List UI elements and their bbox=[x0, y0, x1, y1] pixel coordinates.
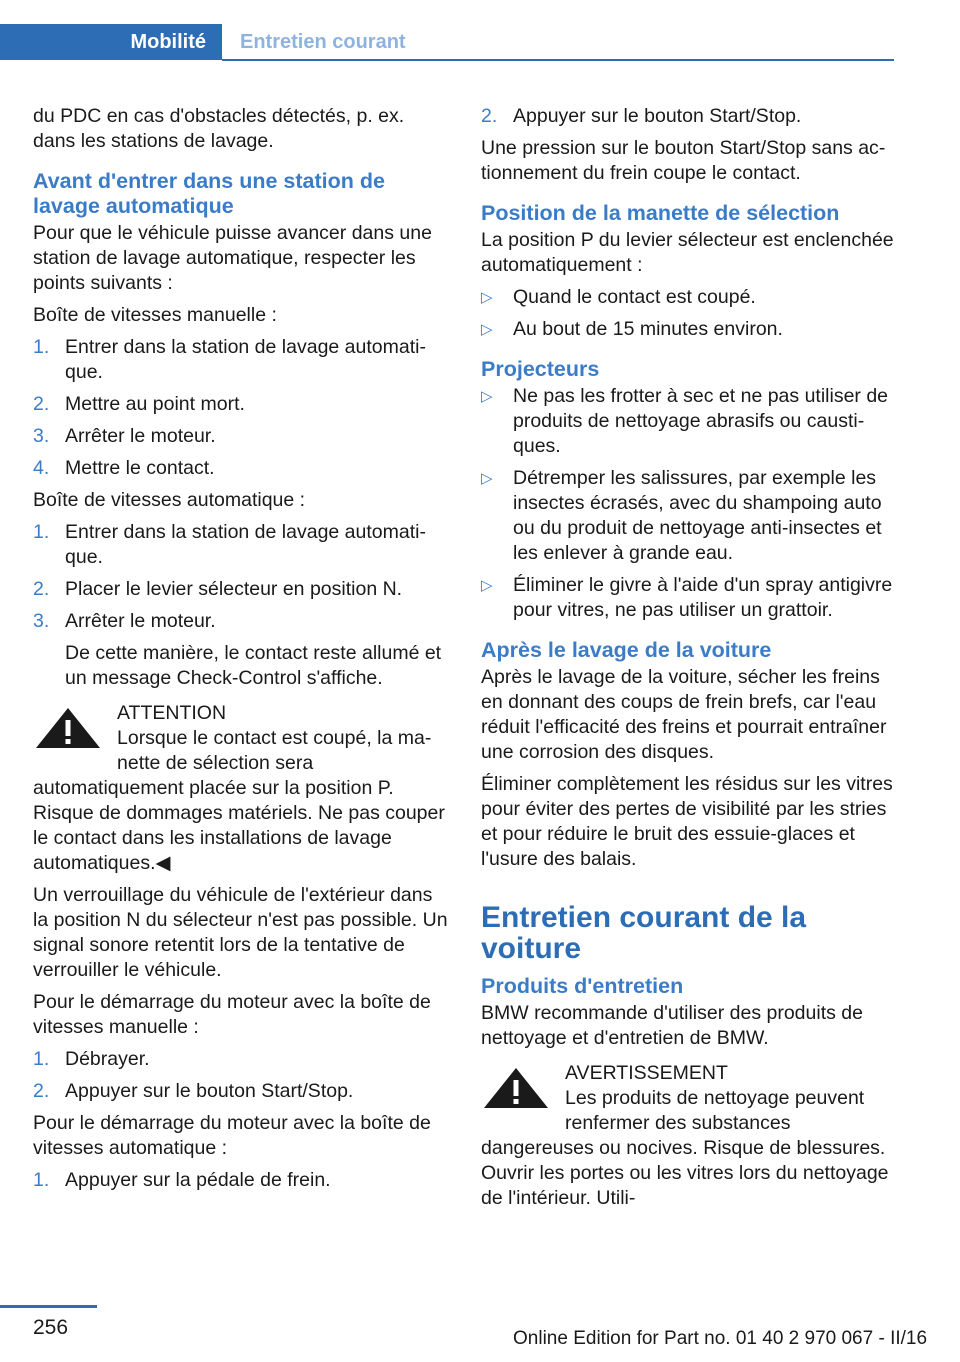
bullet-text: Quand le contact est coupé. bbox=[513, 286, 756, 308]
triangle-bullet-icon: ▷ bbox=[481, 388, 493, 405]
edition-line: Online Edition for Part no. 01 40 2 970 067 - II/16 bbox=[513, 1328, 928, 1349]
list-item bbox=[33, 392, 448, 417]
warning-box bbox=[481, 1061, 896, 1211]
after-wash-paragraph-1: Après le lavage de la voiture, sécher les freins en donnant des coups de frein brefs, car l'eau réduit l'efficacité des freins et pourrait entraîner une corrosion des disques. bbox=[481, 666, 887, 763]
attention-box bbox=[33, 701, 448, 876]
start-manual-label: Pour le démarrage du moteur avec la boîte de vitesses manuelle : bbox=[33, 991, 431, 1038]
step-number: 4. bbox=[33, 457, 50, 479]
step-text: Appuyer sur la pédale de frein. bbox=[65, 1169, 331, 1191]
step-number: 2. bbox=[33, 1080, 50, 1102]
step-number: 2. bbox=[33, 393, 50, 415]
list-item bbox=[481, 384, 896, 459]
step-number: 1. bbox=[33, 1048, 50, 1070]
step-note: De cette manière, le contact reste allumé et un message Check-Control s'affiche. bbox=[65, 642, 442, 689]
chapter-tab: Entretien courant bbox=[240, 31, 406, 53]
step-text: Mettre au point mort. bbox=[65, 393, 245, 415]
list-item bbox=[33, 577, 448, 602]
heading-car-wash: Avant d'entrer dans une station de lavage automatique bbox=[33, 169, 385, 218]
bullet-text: Au bout de 15 minutes environ. bbox=[513, 318, 783, 340]
step-text: Entrer dans la station de lavage automatique. bbox=[65, 336, 426, 383]
header-rule bbox=[222, 59, 894, 61]
list-item bbox=[33, 609, 448, 691]
attention-title: ATTENTION bbox=[117, 702, 227, 724]
list-item bbox=[33, 1047, 448, 1072]
list-item bbox=[33, 424, 448, 449]
list-item bbox=[33, 520, 448, 570]
right-column bbox=[481, 104, 896, 1218]
manual-label: Boîte de vitesses manuelle : bbox=[33, 304, 277, 326]
list-item bbox=[33, 1168, 448, 1193]
left-column bbox=[33, 104, 448, 1200]
list-item bbox=[481, 573, 896, 623]
list-item bbox=[481, 104, 896, 129]
chapter-title: Entretien courant de la voiture bbox=[481, 901, 807, 965]
start-auto-label: Pour le démarrage du moteur avec la boîte de vitesses automatique : bbox=[33, 1112, 431, 1159]
step-text: Mettre le contact. bbox=[65, 457, 215, 479]
step-text: Appuyer sur le bouton Start/Stop. bbox=[513, 105, 802, 127]
start-auto-list bbox=[33, 1168, 448, 1193]
intro-paragraph: du PDC en cas d'obstacles détectés, p. ex. dans les stations de lavage. bbox=[33, 105, 405, 152]
step-number: 1. bbox=[33, 336, 50, 358]
step-number: 3. bbox=[33, 610, 50, 632]
lock-paragraph: Un verrouillage du véhicule de l'extérieur dans la position N du sélecteur n'est pas possible. Un signal sonore retentit lors de la tentative de verrouiller le véhicule. bbox=[33, 884, 448, 981]
attention-text: Lorsque le contact est coupé, la manette de sélection sera automatiquement placée sur la position P. Risque de dommages matériels. Ne pas couper le contact dans les installations de lavage automatiques.◀ bbox=[33, 727, 445, 874]
step-number: 1. bbox=[33, 521, 50, 543]
list-item bbox=[481, 285, 896, 310]
page-header bbox=[0, 24, 894, 62]
list-item bbox=[33, 335, 448, 385]
section-tab: Mobilité bbox=[0, 24, 222, 60]
heading-headlights: Projecteurs bbox=[481, 357, 600, 381]
start-manual-list bbox=[33, 1047, 448, 1104]
heading-selector: Position de la manette de sélection bbox=[481, 201, 840, 225]
auto-steps-list bbox=[33, 520, 448, 691]
car-wash-intro: Pour que le véhicule puisse avancer dans une station de lavage automatique, respecter les points suivants : bbox=[33, 222, 432, 294]
step-text: Arrêter le moteur. bbox=[65, 610, 216, 632]
warning-text: Les produits de nettoyage peuvent renfermer des substances dangereuses ou nocives. Risque de blessures. Ouvrir les portes ou les vitres lors du nettoyage de l'intérieur. Utili- bbox=[481, 1087, 889, 1209]
warning-triangle-icon bbox=[33, 705, 103, 751]
bullet-text: Ne pas les frotter à sec et ne pas utiliser de produits de nettoyage abrasifs ou caustiques. bbox=[513, 385, 889, 457]
step-text: Arrêter le moteur. bbox=[65, 425, 216, 447]
list-item bbox=[481, 317, 896, 342]
step-number: 2. bbox=[481, 105, 498, 127]
triangle-bullet-icon: ▷ bbox=[481, 321, 493, 338]
auto-label: Boîte de vitesses automatique : bbox=[33, 489, 306, 511]
step-number: 3. bbox=[33, 425, 50, 447]
bullet-text: Éliminer le givre à l'aide d'un spray antigivre pour vitres, ne pas utiliser un grattoir. bbox=[513, 574, 893, 621]
step-text: Appuyer sur le bouton Start/Stop. bbox=[65, 1080, 354, 1102]
list-item bbox=[481, 466, 896, 566]
products-intro: BMW recommande d'utiliser des produits de nettoyage et d'entretien de BMW. bbox=[481, 1002, 863, 1049]
warning-title: AVERTISSEMENT bbox=[565, 1062, 728, 1084]
footer-rule bbox=[0, 1305, 97, 1308]
start-note: Une pression sur le bouton Start/Stop sans actionnement du frein coupe le contact. bbox=[481, 137, 886, 184]
step-number: 2. bbox=[33, 578, 50, 600]
warning-triangle-icon bbox=[481, 1065, 551, 1111]
step-text: Débrayer. bbox=[65, 1048, 150, 1070]
list-item bbox=[33, 456, 448, 481]
selector-intro: La position P du levier sélecteur est enclenchée automatiquement : bbox=[481, 229, 894, 276]
triangle-bullet-icon: ▷ bbox=[481, 289, 493, 306]
triangle-bullet-icon: ▷ bbox=[481, 470, 493, 487]
triangle-bullet-icon: ▷ bbox=[481, 577, 493, 594]
page-number: 256 bbox=[33, 1316, 69, 1339]
heading-after-wash: Après le lavage de la voiture bbox=[481, 638, 772, 662]
heading-products: Produits d'entretien bbox=[481, 974, 684, 998]
after-wash-paragraph-2: Éliminer complètement les résidus sur les vitres pour éviter des pertes de visibilité par les stries et pour réduire le bruit des essuie-glaces et l'usure des balais. bbox=[481, 773, 893, 870]
manual-steps-list bbox=[33, 335, 448, 481]
step-text: Placer le levier sélecteur en position N. bbox=[65, 578, 403, 600]
step-text: Entrer dans la station de lavage automatique. bbox=[65, 521, 426, 568]
list-item bbox=[33, 1079, 448, 1104]
bullet-text: Détremper les salissures, par exemple les insectes écrasés, avec du shampoing auto ou du produit de nettoyage anti-insectes et les enlever à grande eau. bbox=[513, 467, 882, 564]
step-number: 1. bbox=[33, 1169, 50, 1191]
